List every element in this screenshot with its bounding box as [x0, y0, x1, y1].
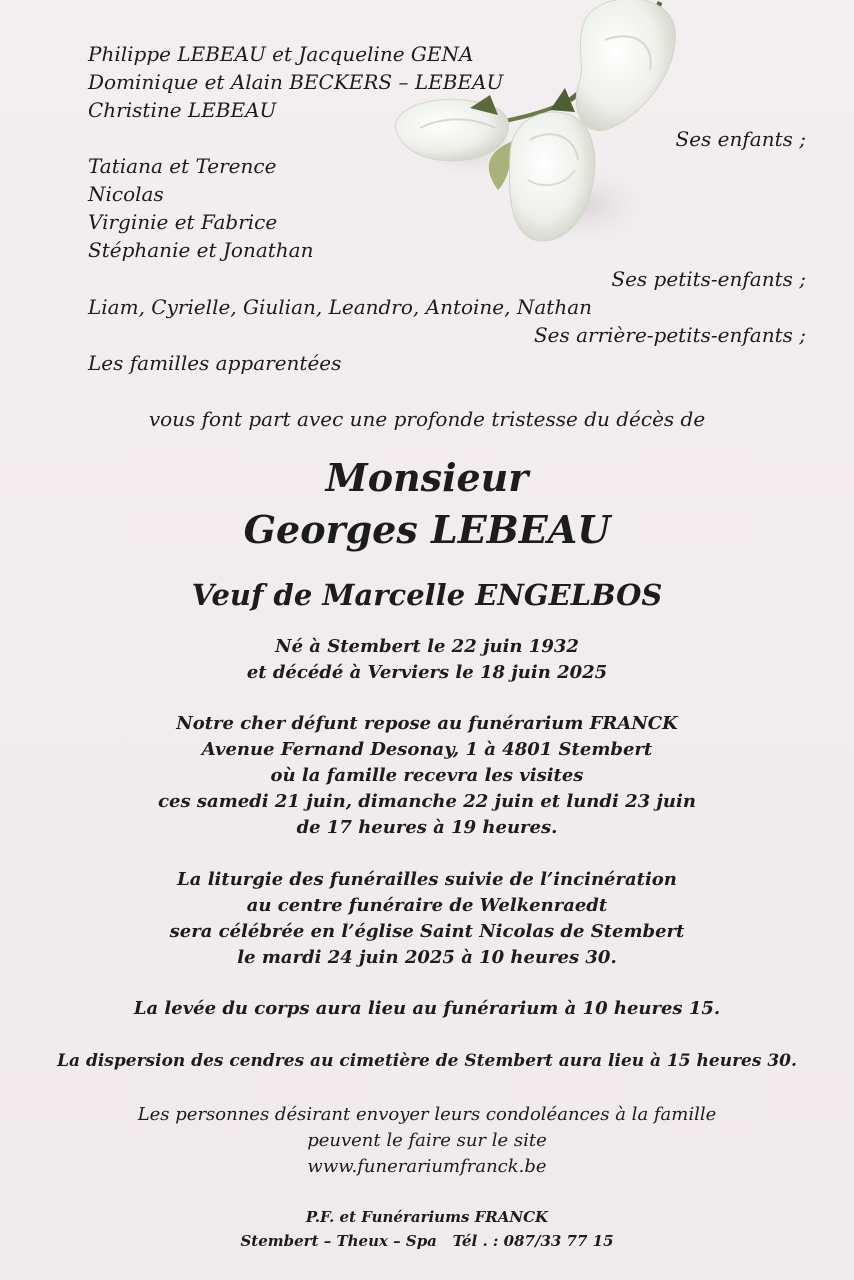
great-grandchildren-label: Ses arrière-petits-enfants ; — [533, 323, 806, 347]
grandchild-4: Stéphanie et Jonathan — [88, 238, 314, 262]
visitation-line-2: Avenue Fernand Desonay, 1 à 4801 Stembert — [201, 739, 653, 760]
website-link[interactable]: www.funerariumfranck.be — [307, 1156, 547, 1177]
visitation-line-5: de 17 heures à 19 heures. — [296, 817, 558, 838]
liturgy-line-3: sera célébrée en l’église Saint Nicolas de Stembert — [169, 921, 685, 942]
grandchild-3: Virginie et Fabrice — [88, 210, 278, 234]
deceased-title: Monsieur — [325, 455, 529, 500]
widow-of: Veuf de Marcelle ENGELBOS — [191, 578, 663, 612]
announcement-text: vous font part avec une profonde tristesse du décès de — [148, 407, 706, 431]
liturgy-line-2: au centre funéraire de Welkenraedt — [246, 895, 608, 916]
birth-info: Né à Stembert le 22 juin 1932 — [275, 636, 579, 657]
visitation-line-1: Notre cher défunt repose au funérarium FRANCK — [176, 713, 678, 734]
locations-phone: Stembert – Theux – Spa Tél . : 087/33 77 15 — [240, 1232, 614, 1250]
death-info: et décédé à Verviers le 18 juin 2025 — [246, 662, 608, 683]
deceased-name: Georges LEBEAU — [243, 507, 611, 552]
visitation-line-3: où la famille recevra les visites — [270, 765, 584, 786]
related-families: Les familles apparentées — [88, 351, 342, 375]
liturgy-line-4: le mardi 24 juin 2025 à 10 heures 30. — [237, 947, 617, 968]
child-3: Christine LEBEAU — [88, 98, 277, 122]
children-label: Ses enfants ; — [675, 127, 806, 151]
child-1: Philippe LEBEAU et Jacqueline GENA — [88, 42, 474, 66]
grandchild-2: Nicolas — [88, 182, 164, 206]
white-roses-image — [380, 0, 700, 260]
condolences-line-2: peuvent le faire sur le site — [307, 1130, 547, 1151]
liturgy-line-1: La liturgie des funérailles suivie de l’incinération — [177, 869, 677, 890]
grandchildren-label: Ses petits-enfants ; — [611, 267, 806, 291]
great-grandchildren-names: Liam, Cyrielle, Giulian, Leandro, Antoine, Nathan — [88, 295, 593, 319]
levee-du-corps: La levée du corps aura lieu au funérarium à 10 heures 15. — [133, 998, 721, 1019]
grandchild-1: Tatiana et Terence — [88, 154, 277, 178]
funeral-company: P.F. et Funérariums FRANCK — [305, 1208, 549, 1226]
child-2: Dominique et Alain BECKERS – LEBEAU — [88, 70, 504, 94]
visitation-line-4: ces samedi 21 juin, dimanche 22 juin et lundi 23 juin — [158, 791, 696, 812]
condolences-line-1: Les personnes désirant envoyer leurs condoléances à la famille — [137, 1104, 717, 1125]
dispersion-cendres: La dispersion des cendres au cimetière de Stembert aura lieu à 15 heures 30. — [57, 1051, 797, 1071]
